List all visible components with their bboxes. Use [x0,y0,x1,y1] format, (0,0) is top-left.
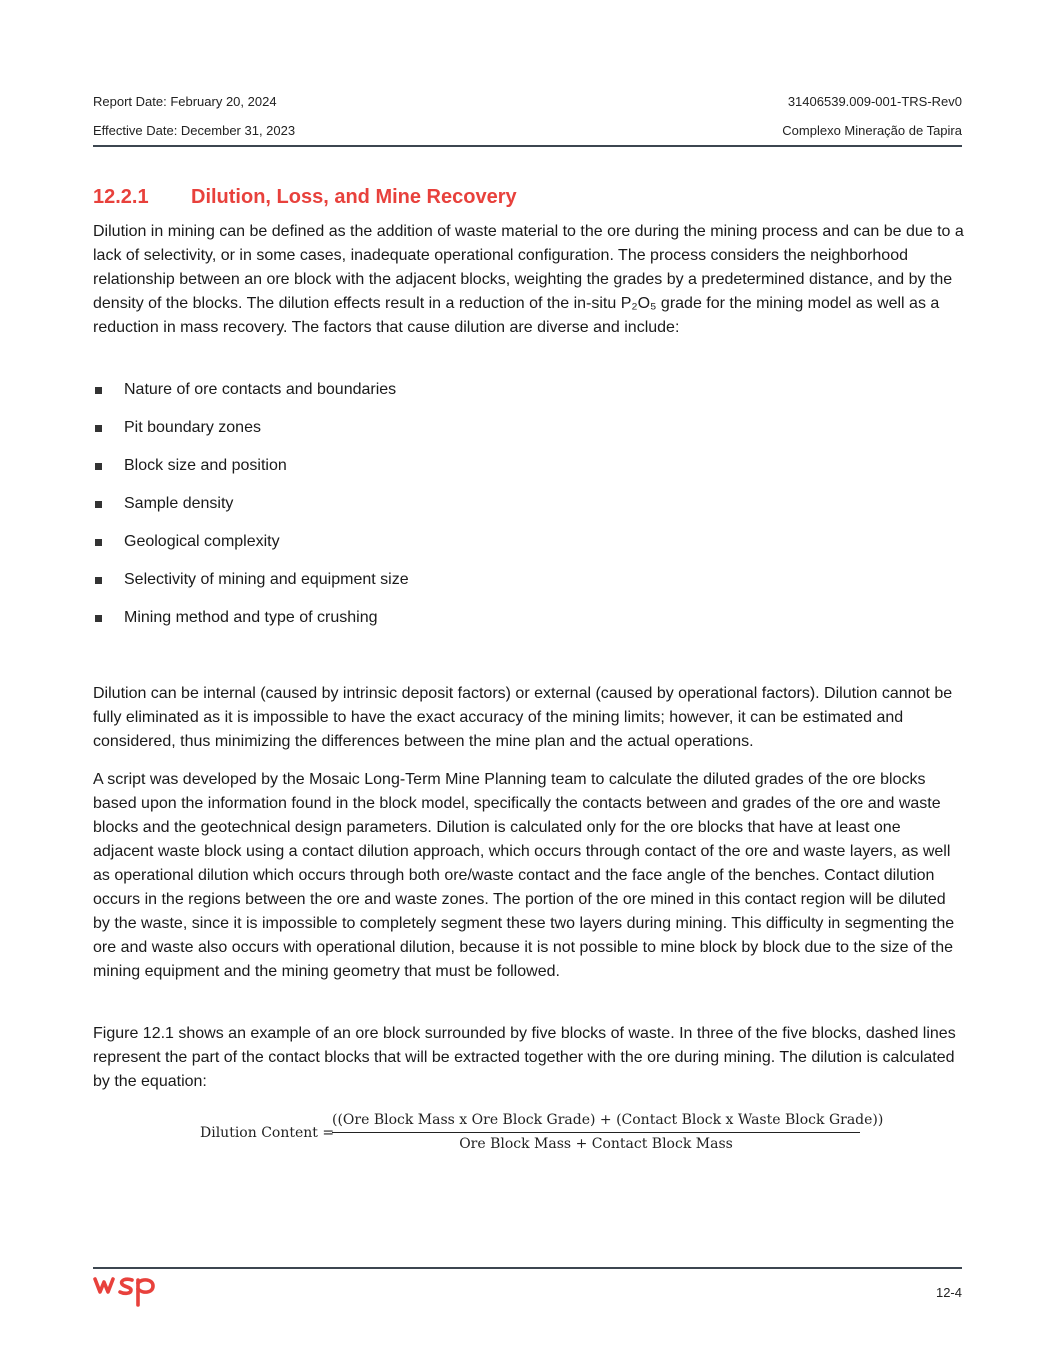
equation-fraction [332,1110,884,1155]
internal-external-paragraph: Dilution can be internal (caused by intrinsic deposit factors) or external (caused by operational factors). Dilution cannot be fully eliminated as it is impossible to have the exact accuracy of the mining limits; however, it can be estimated and considered, thus minimizing the differences between the mine plan and the actual operations. [93,685,953,750]
list-item: Pit boundary zones [93,416,962,454]
list-item: Mining method and type of crushing [93,606,962,644]
fraction-bar [332,1132,860,1133]
list-item: Geological complexity [93,530,962,568]
header-divider [93,145,962,147]
intro-paragraph: Dilution in mining can be defined as the addition of waste material to the ore during the mining process and can be due to a lack of selectivity, or in some cases, inadequate operational configuration. The process considers the neighborhood relationship between an ore block with the adjacent blocks, weighting the grades by a predetermined distance, and by the density of the blocks. The dilution effects result in a reduction of the in-situ P₂O₅ grade for the mining model as well as a reduction in mass recovery. The factors that cause dilution are diverse and include: [93,223,964,336]
bullet-square-icon [95,387,102,394]
list-item: Nature of ore contacts and boundaries [93,378,962,416]
bullet-square-icon [95,463,102,470]
bullet-square-icon [95,501,102,508]
equation-numerator: ((Ore Block Mass x Ore Block Grade) + (Contact Block x Waste Block Grade)) [332,1112,884,1128]
bullet-square-icon [95,425,102,432]
project-name: Complexo Mineração de Tapira [782,123,962,138]
page-number: 12-4 [935,1285,962,1300]
report-date: Report Date: February 20, 2024 [93,94,277,109]
bullet-square-icon [95,539,102,546]
document-id: 31406539.009-001-TRS-Rev0 [787,94,962,109]
dilution-factors-list [93,378,962,644]
section-number: 12.2.1 [93,186,149,208]
section-title: Dilution, Loss, and Mine Recovery [191,186,517,208]
list-item: Sample density [93,492,962,530]
script-paragraph: A script was developed by the Mosaic Long-Term Mine Planning team to calculate the diluted grades of the ore blocks based upon the information found in the block model, specifically the contacts between and grades of the ore and waste blocks and the geotechnical design parameters. Dilution is calculated only for the ore blocks that have at least one adjacent waste block using a contact dilution approach, which occurs through contact of the ore and waste layers, as well as operational dilution which occurs through both ore/waste contact and the face angle of the benches. Contact dilution occurs in the regions between the ore and waste zones. The portion of the ore mined in this contact region will be diluted by the waste, since it is impossible to completely segment these two layers during mining. This difficulty in segmenting the ore and waste also occurs with operational dilution, because it is not possible to mine block by block due to the size of the mining equipment and the mining geometry that must be followed. [93,771,955,980]
equation-denominator: Ore Block Mass + Contact Block Mass [459,1136,733,1152]
bullet-square-icon [95,615,102,622]
section-heading [93,186,517,209]
figure-reference-paragraph: Figure 12.1 shows an example of an ore block surrounded by five blocks of waste. In three of the five blocks, dashed lines represent the part of the contact blocks that will be extracted together with the ore during mining. The dilution is calculated by the equation: [93,1025,956,1090]
effective-date: Effective Date: December 31, 2023 [93,123,296,138]
footer-divider [93,1267,962,1269]
list-item: Selectivity of mining and equipment size [93,568,962,606]
list-item: Block size and position [93,454,962,492]
equation-lhs: Dilution Content = [200,1125,335,1141]
report-page [93,0,962,1365]
bullet-square-icon [95,577,102,584]
wsp-logo [93,1272,157,1308]
